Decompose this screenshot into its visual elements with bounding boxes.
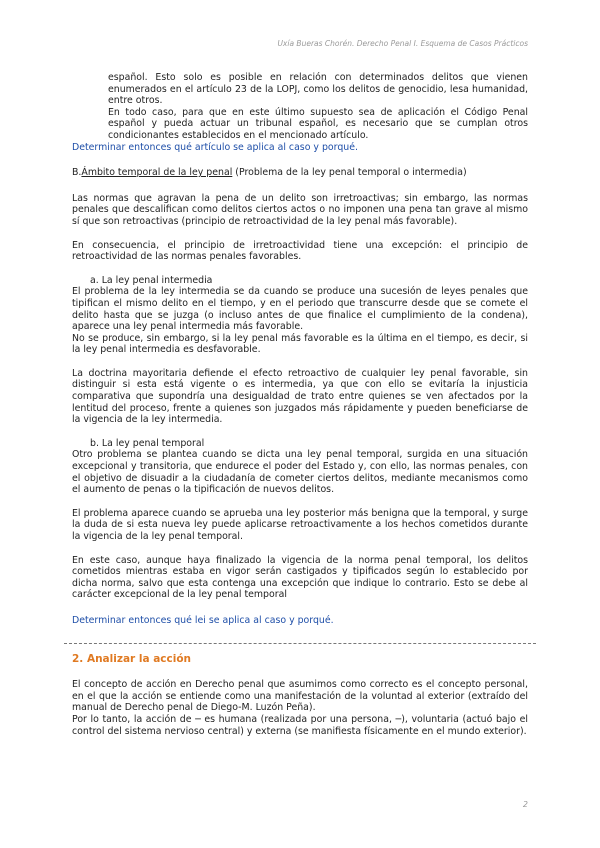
dashed-divider xyxy=(64,643,536,644)
document-body xyxy=(72,72,528,737)
paragraph: En todo caso, para que en este último supuesto sea de aplicación el Código Penal español y pueda actuar un tribunal español, es necesario que se cumplan otros condicionantes establecidos en el mencionado artículo. xyxy=(108,106,528,141)
task-instruction: Determinar entonces qué artículo se aplica al caso y porqué. xyxy=(72,141,358,153)
page-header: Uxía Bueras Chorén. Derecho Penal I. Esquema de Casos Prácticos xyxy=(277,39,528,48)
paragraph: El concepto de acción en Derecho penal que asumimos como correcto es el concepto personal, en el que la acción se entiende como una manifestación de la voluntad al exterior (extraído del manual de Derecho penal de Diego-M. Luzón Peña). xyxy=(72,679,528,714)
paragraph: En este caso, aunque haya finalizado la vigencia de la norma penal temporal, los delitos cometidos mientras estaba en vigor serán castigados y tipificados según lo establecido por dicha norma, salvo que esta contenga una excepción que indique lo contrario. Esto se debe al carácter excepcional de la ley penal temporal xyxy=(72,554,528,601)
paragraph: Las normas que agravan la pena de un delito son irretroactivas; sin embargo, las normas penales que descalifican como delitos ciertos actos o no imponen una pena tan grave al mismo sí que son retroactivas (principio de retroactividad de la ley penal más favorable). xyxy=(72,192,528,227)
task-instruction: Determinar entonces qué lei se aplica al caso y porqué. xyxy=(72,614,334,626)
paragraph: español. Esto solo es posible en relación con determinados delitos que vienen enumerados en el artículo 23 de la LOPJ, como los delitos de genocidio, lesa humanidad, entre otros. xyxy=(108,72,528,107)
subheading-a: a. La ley penal intermedia xyxy=(90,274,213,286)
section-heading-b xyxy=(72,167,528,179)
section-subtitle: (Problema de la ley penal temporal o intermedia) xyxy=(232,167,467,179)
section-title: Ámbito temporal de la ley penal xyxy=(81,167,233,179)
paragraph: No se produce, sin embargo, si la ley penal más favorable es la última en el tiempo, es decir, si la ley penal intermedia es desfavorable. xyxy=(72,332,528,356)
paragraph: Por lo tanto, la acción de ─ es humana (realizada por una persona, ─), voluntaria (actuó bajo el control del sistema nervioso central) y externa (se manifiesta físicamente en el mundo exterior). xyxy=(72,713,528,737)
paragraph: Otro problema se plantea cuando se dicta una ley penal temporal, surgida en una situación excepcional y transitoria, que endurece el poder del Estado y, con ello, las normas penales, con el objetivo de disuadir a la ciudadanía de cometer ciertos delitos, mediante mecanismos como el aumento de penas o la tipificación de nuevos delitos. xyxy=(72,449,528,496)
subheading-b: b. La ley penal temporal xyxy=(90,437,205,449)
paragraph: El problema de la ley intermedia se da cuando se produce una sucesión de leyes penales que tipifican el mismo delito en el tiempo, y en el periodo que transcurre desde que se comete el delito hasta que se juzga (o incluso antes de que finalice el cumplimiento de la condena), aparece una ley penal intermedia más favorable. xyxy=(72,286,528,333)
paragraph: En consecuencia, el principio de irretroactividad tiene una excepción: el principio de retroactividad de las normas penales favorables. xyxy=(72,239,528,263)
paragraph: El problema aparece cuando se aprueba una ley posterior más benigna que la temporal, y surge la duda de si esta nueva ley puede aplicarse retroactivamente a los hechos cometidos durante la vigencia de la ley penal temporal. xyxy=(72,507,528,542)
page-number: 2 xyxy=(522,800,528,809)
section-heading-2: 2. Analizar la acción xyxy=(72,652,192,665)
section-letter: B. xyxy=(72,167,82,179)
paragraph: La doctrina mayoritaria defiende el efecto retroactivo de cualquier ley penal favorable, sin distinguir si esta está vigente o es intermedia, ya que con ello se evitaría la injusticia comparativa que supondría una desigualdad de trato entre quienes se ven afectados por la lentitud del proceso, frente a quienes son juzgados más rápidamente y pueden beneficiarse de la vigencia de la ley intermedia. xyxy=(72,367,528,426)
